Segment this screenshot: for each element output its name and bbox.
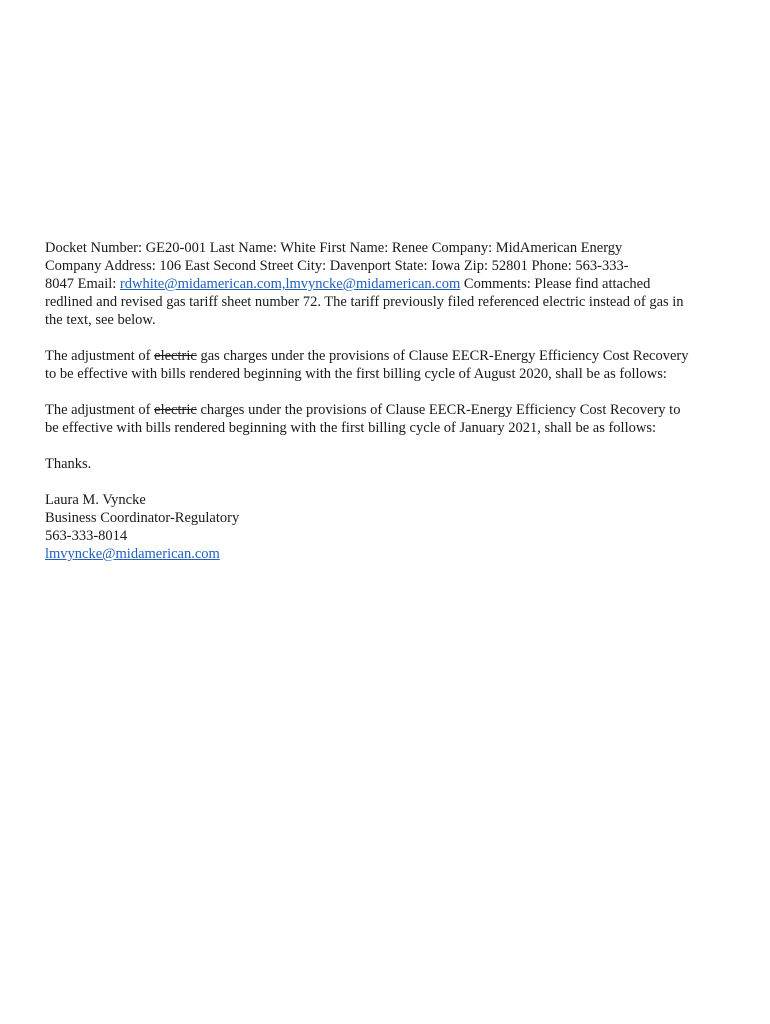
adjustment-january-line-2-text: be effective with bills rendered beginning with the first billing cycle of January 2021, shall be as follows: (45, 420, 656, 436)
email-link[interactable]: rdwhite@midamerican.com,lmvyncke@midamerican.com (119, 276, 461, 292)
email-label: 8047 Email: (45, 276, 120, 292)
header-line-4 (45, 293, 735, 311)
signature-block (45, 491, 735, 563)
signature-title: Business Coordinator-Regulatory (45, 510, 240, 526)
adjustment-january-prefix: The adjustment of (45, 402, 155, 418)
header-line-1 (45, 239, 735, 257)
signature-phone: 563-333-8014 (45, 528, 128, 544)
header-line-5 (45, 311, 735, 329)
header-line-1-text: Docket Number: GE20-001 Last Name: White First Name: Renee Company: MidAmerican Energy (45, 240, 623, 256)
comments-text: Comments: Please find attached (460, 276, 651, 292)
thanks-paragraph (45, 455, 735, 473)
struck-electric-text: electric (154, 348, 197, 364)
signature-email-link[interactable]: lmvyncke@midamerican.com (45, 546, 220, 562)
adjustment-paragraph-january (45, 401, 735, 437)
adjustment-august-rest: gas charges under the provisions of Clause EECR-Energy Efficiency Cost Recovery (196, 348, 689, 364)
document-body (45, 239, 735, 581)
header-line-2 (45, 257, 735, 275)
adjustment-august-line-2-text: to be effective with bills rendered beginning with the first billing cycle of August 2020, shall be as follows: (45, 366, 667, 382)
adjustment-august-line-2 (45, 365, 735, 383)
header-line-4-text: redlined and revised gas tariff sheet number 72. The tariff previously filed referenced electric instead of gas in (45, 294, 684, 310)
thanks-text: Thanks. (45, 456, 92, 472)
adjustment-august-line-1 (45, 347, 735, 365)
adjustment-paragraph-august (45, 347, 735, 383)
adjustment-august-prefix: The adjustment of (45, 348, 155, 364)
header-paragraph (45, 239, 735, 329)
header-line-5-text: the text, see below. (45, 312, 156, 328)
header-line-2-text: Company Address: 106 East Second Street City: Davenport State: Iowa Zip: 52801 Phone: 563-333- (45, 258, 629, 274)
header-line-3 (45, 275, 735, 293)
adjustment-january-line-1 (45, 401, 735, 419)
struck-electric-text: electric (154, 402, 197, 418)
adjustment-january-line-2 (45, 419, 735, 437)
signature-name: Laura M. Vyncke (45, 492, 146, 508)
adjustment-january-rest: charges under the provisions of Clause EECR-Energy Efficiency Cost Recovery to (196, 402, 681, 418)
signature-email-line (45, 545, 735, 563)
